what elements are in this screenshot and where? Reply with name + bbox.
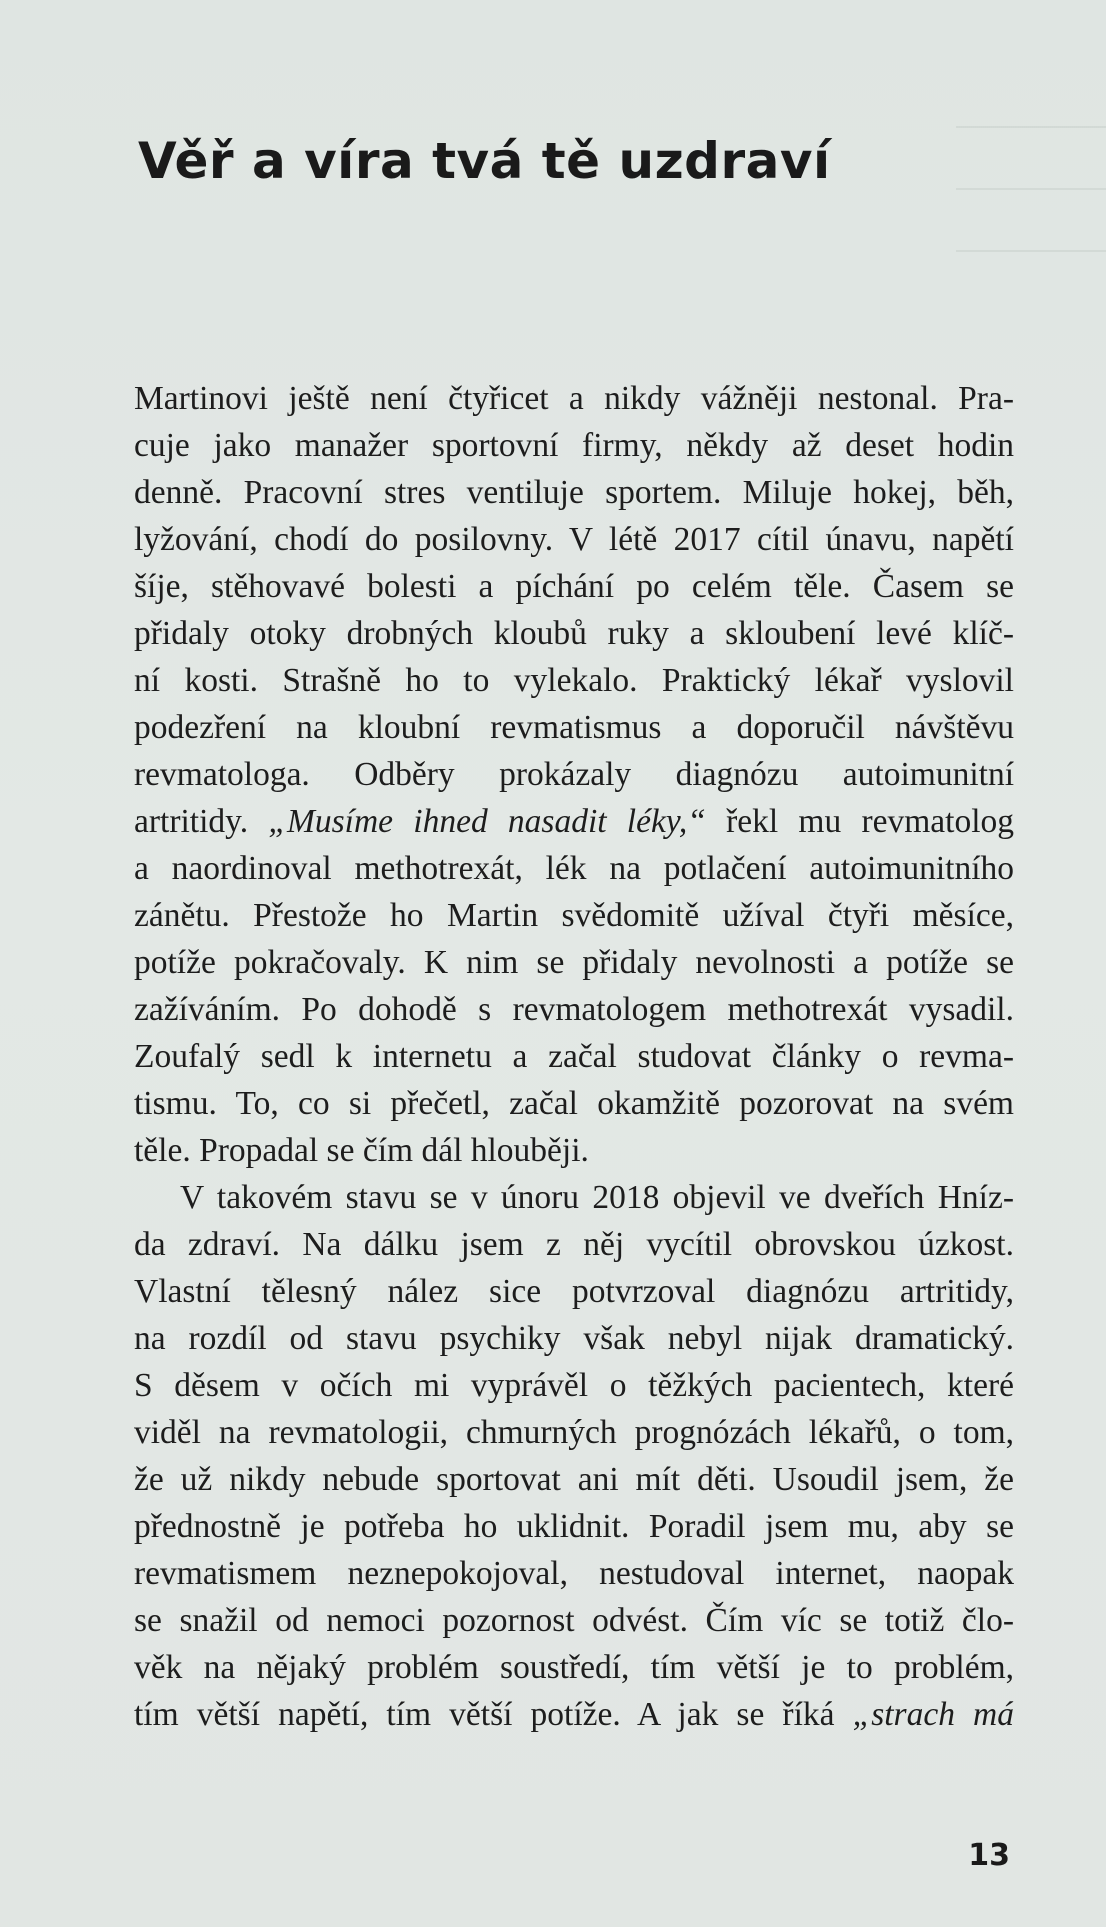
text-line: viděl na revmatologii, chmurných prognózách lékařů, o tom, — [134, 1414, 1014, 1451]
text-line: zánětu. Přestože ho Martin svědomitě užíval čtyři měsíce, — [134, 897, 1014, 934]
text-line: tismu. To, co si přečetl, začal okamžitě pozorovat na svém — [134, 1085, 1014, 1122]
text-line-with-quote — [134, 798, 1014, 845]
body-text — [134, 375, 1014, 1738]
text-line-paragraph-start: V takovém stavu se v únoru 2018 objevil ve dveřích Hníz- — [180, 1179, 1014, 1216]
text-fragment: tím větší napětí, tím větší potíže. A jak se říká — [134, 1696, 853, 1733]
text-line: Zoufalý sedl k internetu a začal studovat články o revma- — [134, 1038, 1014, 1075]
page-number: 13 — [968, 1838, 1010, 1873]
text-line: da zdraví. Na dálku jsem z něj vycítil obrovskou úzkost. — [134, 1226, 1014, 1263]
text-line: přidaly otoky drobných kloubů ruky a skloubení levé klíč- — [134, 615, 1014, 652]
text-line: Martinovi ještě není čtyřicet a nikdy vážněji nestonal. Pra- — [134, 380, 1014, 417]
show-through-line — [956, 126, 1106, 128]
chapter-title: Věř a víra tvá tě uzdraví — [138, 132, 831, 190]
text-line: šíje, stěhovavé bolesti a píchání po celém těle. Časem se — [134, 568, 1014, 605]
text-line: se snažil od nemoci pozornost odvést. Čím víc se totiž člo- — [134, 1602, 1014, 1639]
text-line: potíže pokračovaly. K nim se přidaly nevolnosti a potíže se — [134, 944, 1014, 981]
show-through-line — [956, 188, 1106, 190]
text-line: cuje jako manažer sportovní firmy, někdy až deset hodin — [134, 427, 1014, 464]
text-fragment: řekl mu revmatolog — [705, 803, 1015, 840]
text-line: revmatismem neznepokojoval, nestudoval internet, naopak — [134, 1555, 1014, 1592]
quoted-speech: „Musíme ihned nasadit léky,“ — [268, 803, 706, 840]
show-through-line — [956, 250, 1106, 252]
text-fragment: artritidy. — [134, 803, 269, 840]
text-line: revmatologa. Odběry prokázaly diagnózu autoimunitní — [134, 756, 1014, 793]
text-line: přednostně je potřeba ho uklidnit. Poradil jsem mu, aby se — [134, 1508, 1014, 1545]
text-line-paragraph-end: těle. Propadal se čím dál hlouběji. — [134, 1132, 589, 1169]
text-line: ní kosti. Strašně ho to vylekalo. Praktický lékař vyslovil — [134, 662, 1014, 699]
text-line: a naordinoval methotrexát, lék na potlačení autoimunitního — [134, 850, 1014, 887]
text-line: věk na nějaký problém soustředí, tím větší je to problém, — [134, 1649, 1014, 1686]
text-line: že už nikdy nebude sportovat ani mít děti. Usoudil jsem, že — [134, 1461, 1014, 1498]
text-line: S děsem v očích mi vyprávěl o těžkých pacientech, které — [134, 1367, 1014, 1404]
text-line-with-quote — [134, 1691, 1014, 1738]
text-line: Vlastní tělesný nález sice potvrzoval diagnózu artritidy, — [134, 1273, 1014, 1310]
text-line: lyžování, chodí do posilovny. V létě 2017 cítil únavu, napětí — [134, 521, 1014, 558]
text-line: na rozdíl od stavu psychiky však nebyl nijak dramatický. — [134, 1320, 1014, 1357]
text-line: zažíváním. Po dohodě s revmatologem methotrexát vysadil. — [134, 991, 1014, 1028]
quoted-speech: „strach má — [852, 1696, 1014, 1733]
text-line: denně. Pracovní stres ventiluje sportem. Miluje hokej, běh, — [134, 474, 1014, 511]
text-line: podezření na kloubní revmatismus a doporučil návštěvu — [134, 709, 1014, 746]
